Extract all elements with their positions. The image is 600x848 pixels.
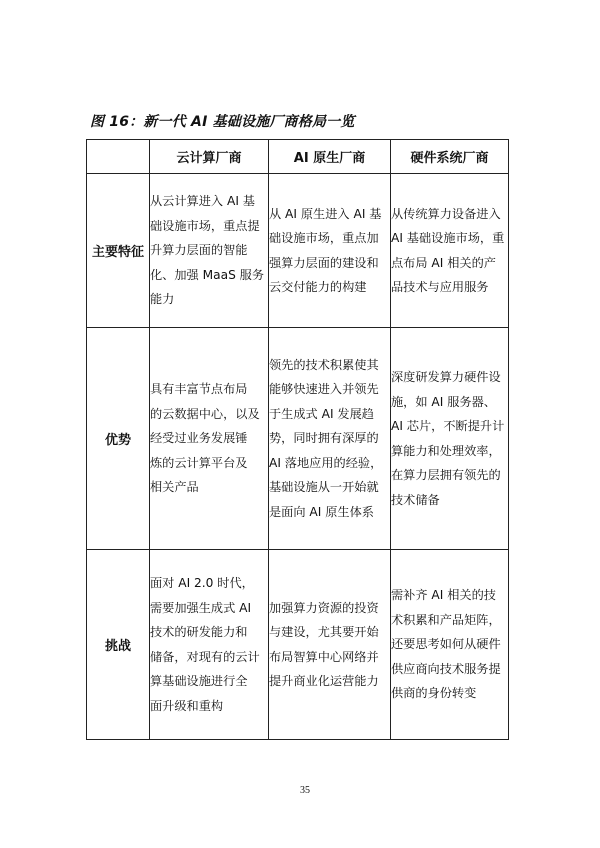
table-row (87, 550, 509, 740)
table-row (87, 174, 509, 328)
table-header-row (87, 140, 509, 174)
table-cell: 从传统算力设备进入 AI 基础设施市场，重 点布局 AI 相关的产 品技术与应用服务 (391, 174, 509, 328)
table-cell: 加强算力资源的投资 与建设，尤其要开始 布局智算中心网络并 提升商业化运营能力 (269, 550, 391, 740)
figure-caption: 图 16：新一代 AI 基础设施厂商格局一览 (90, 114, 355, 130)
table-row (87, 328, 509, 550)
page-number: 35 (300, 785, 310, 796)
table-cell: 从云计算进入 AI 基 础设施市场，重点提 升算力层面的智能 化、加强 MaaS 服务 能力 (150, 174, 269, 328)
table-cell: 领先的技术积累使其 能够快速进入并领先 于生成式 AI 发展趋 势，同时拥有深厚的 AI 落地应用的经验， 基础设施从一开始就 是面向 AI 原生体系 (269, 328, 391, 550)
table-cell: 面对 AI 2.0 时代， 需要加强生成式 AI 技术的研发能力和 储备，对现有的云计 算基础设施进行全 面升级和重构 (150, 550, 269, 740)
row-label-challenges: 挑战 (87, 550, 150, 740)
header-blank (87, 140, 150, 174)
row-label-advantages: 优势 (87, 328, 150, 550)
table-cell: 具有丰富节点布局 的云数据中心，以及 经受过业务发展锤 炼的云计算平台及 相关产品 (150, 328, 269, 550)
row-label-features: 主要特征 (87, 174, 150, 328)
header-hardware-vendors: 硬件系统厂商 (391, 140, 509, 174)
table-cell: 从 AI 原生进入 AI 基 础设施市场，重点加 强算力层面的建设和 云交付能力的构建 (269, 174, 391, 328)
table-cell: 需补齐 AI 相关的技 术积累和产品矩阵， 还要思考如何从硬件 供应商向技术服务提 供商的身份转变 (391, 550, 509, 740)
table-cell: 深度研发算力硬件设 施，如 AI 服务器、 AI 芯片，不断提升计 算能力和处理效率， 在算力层拥有领先的 技术储备 (391, 328, 509, 550)
vendor-landscape-table (86, 139, 509, 740)
header-cloud-vendors: 云计算厂商 (150, 140, 269, 174)
header-ai-native-vendors: AI 原生厂商 (269, 140, 391, 174)
